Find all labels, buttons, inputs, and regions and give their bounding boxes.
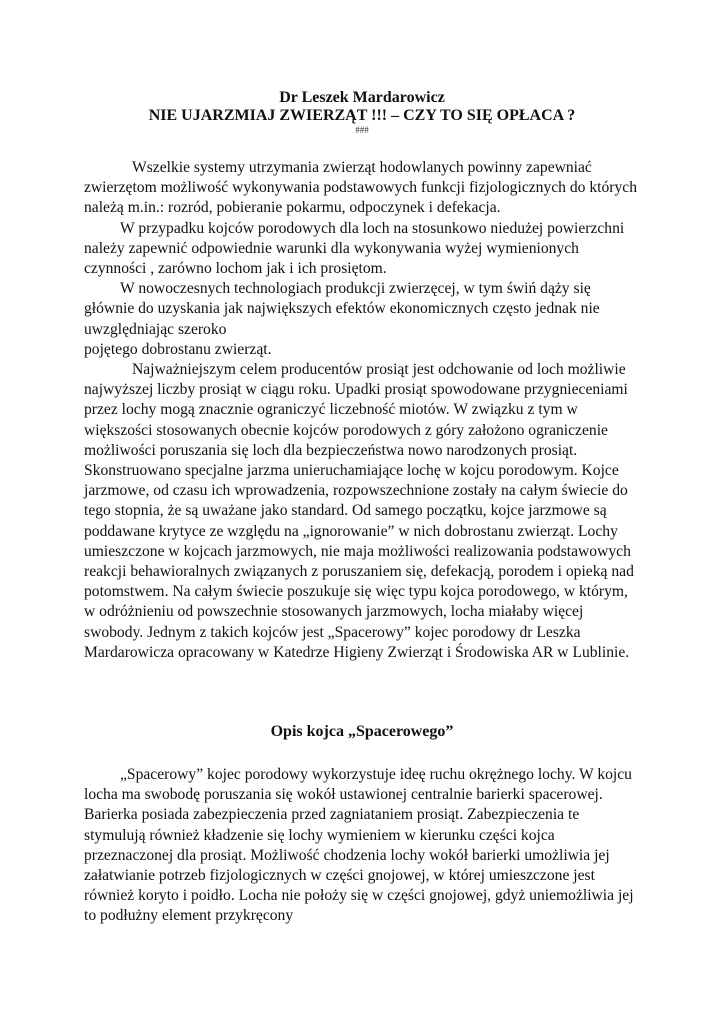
description-section: [84, 765, 640, 927]
section-marker: ###: [355, 125, 369, 135]
paragraph-2: W przypadku kojców porodowych dla loch na stosunkowo niedużej powierzchni należy zapewnić odpowiednie warunki dla wykonywania wyżej wymienionych czynności , zarówno lochom jak i ich prosiętom.: [84, 219, 625, 278]
author-name: Dr Leszek Mardarowicz: [279, 89, 445, 106]
document-title: NIE UJARZMIAJ ZWIERZĄT !!! – CZY TO SIĘ OPŁACA ?: [148, 107, 576, 124]
paragraph-4: Najważniejszym celem producentów prosiąt jest odchowanie od loch możliwie najwyższej liczby prosiąt w ciągu roku. Upadki prosiąt spowodowane przygnieceniami przez lochy mogą znacznie ograniczyć liczebność miotów. W związku z tym w większości stosowanych obecnie kojców porodowych z góry założono ograniczenie możliwości poruszania się loch dla bezpieczeństwa nowo narodzonych prosiąt. Skonstruowano specjalne jarzma unieruchamiające lochę w kojcu porodowym. Kojce jarzmowe, od czasu ich wprowadzenia, rozpowszechnione zostały na całym świecie do tego stopnia, że są uważane jako standard. Od samego początku, kojce jarzmowe są poddawane krytyce ze względu na „ignorowanie” w nich dobrostanu zwierząt. Lochy umieszczone w kojcach jarzmowych, nie maja możliwości realizowania podstawowych reakcji behawioralnych związanych z poruszaniem się, defekacją, porodem i opieką nad potomstwem. Na całym świecie poszukuje się więc typu kojca porodowego, w którym, w odróżnieniu od powszechnie stosowanych jarzmowych, locha miałaby więcej swobody. Jednym z takich kojców jest „Spacerowy” kojec porodowy dr Leszka Mardarowicza opracowany w Katedrze Higieny Zwierząt i Środowiska AR w Lublinie.: [84, 361, 634, 661]
paragraph-1: Wszelkie systemy utrzymania zwierząt hodowlanych powinny zapewniać zwierzętom możliwość wykonywania podstawowych funkcji fizjologicznych do których należą m.in.: rozród, pobieranie pokarmu, odpoczynek i defekacja.: [84, 159, 637, 217]
paragraph-3-continuation: pojętego dobrostanu zwierząt.: [84, 340, 272, 358]
introduction-section: [84, 158, 640, 663]
section-heading: Opis kojca „Spacerowego”: [270, 723, 454, 740]
section-paragraph: „Spacerowy” kojec porodowy wykorzystuje ideę ruchu okrężnego lochy. W kojcu locha ma swobodę poruszania się wokół ustawionej centralnie barierki spacerowej. Barierka posiada zabezpieczenia przed zagniataniem prosiąt. Zabezpieczenia te stymulują również kładzenie się lochy wymieniem w kierunku części kojca przeznaczonej dla prosiąt. Możliwość chodzenia lochy wokół barierki umożliwia jej załatwianie potrzeb fizjologicznych w części gnojowej, w której umieszczone jest również koryto i poidło. Locha nie położy się w części gnojowej, gdyż uniemożliwia jej to podłużny element przykręcony: [84, 766, 634, 925]
paragraph-3: W nowoczesnych technologiach produkcji zwierzęcej, w tym świń dąży się głównie do uzyskania jak największych efektów ekonomicznych często jednak nie uwzględniając szeroko: [84, 280, 600, 338]
